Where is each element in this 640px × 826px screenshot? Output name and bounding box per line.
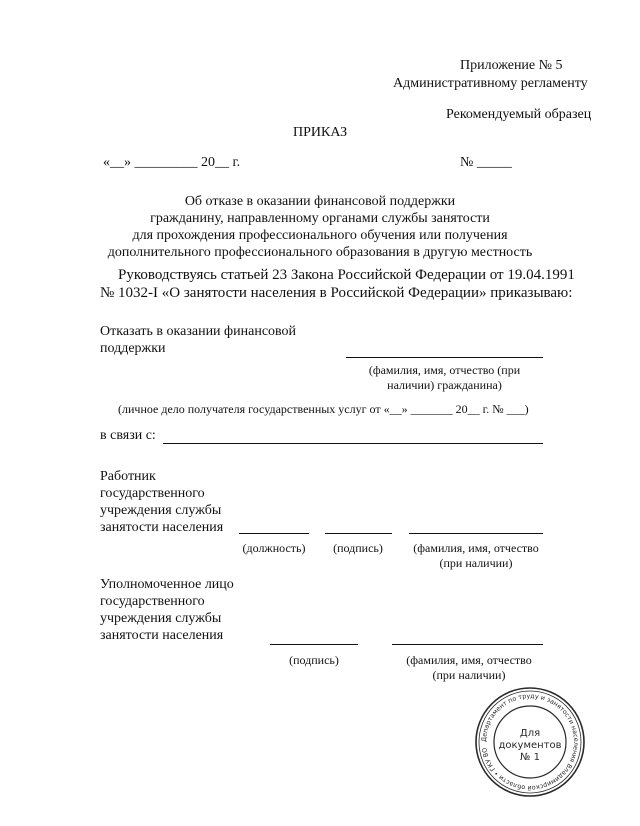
employee-caption-name-1: (фамилия, имя, отчество: [413, 541, 539, 555]
authorized-caption-name-1: (фамилия, имя, отчество: [406, 653, 532, 667]
authorized-caption-name-2: (при наличии): [432, 668, 506, 682]
subject-line-4: дополнительного профессионального образования в другую местность: [107, 245, 533, 260]
case-file-line: (личное дело получателя государственных услуг от «__» _______ 20__ г. № ___): [118, 402, 529, 416]
stamp-seal-icon: [474, 686, 586, 798]
official-stamp: [474, 686, 586, 798]
authorized-line-1: Уполномоченное лицо: [100, 577, 234, 592]
employee-position-line: [239, 533, 309, 534]
authorized-signature-line: [270, 644, 358, 645]
stamp-ring-text: Департамент по труду и занятости населения Владимирской области • ГКУ ВО: [479, 691, 581, 793]
sample-label: Рекомендуемый образец: [446, 107, 592, 122]
authorized-caption-signature: (подпись): [289, 653, 339, 667]
reason-line: [163, 443, 543, 444]
order-title: ПРИКАЗ: [293, 125, 348, 140]
preamble-line-1: Руководствуясь статьей 23 Закона Российской Федерации от 19.04.1991: [118, 267, 575, 283]
order-number: № _____: [460, 155, 512, 170]
employee-line-3: учреждения службы: [100, 503, 222, 518]
stamp-line-1: Для: [519, 728, 541, 739]
appendix-line-2: Административному регламенту: [393, 76, 588, 91]
citizen-caption-1: (фамилия, имя, отчество (при: [368, 363, 521, 377]
employee-line-4: занятости населения: [100, 520, 224, 535]
citizen-name-line: [346, 357, 543, 358]
authorized-line-2: государственного: [100, 594, 205, 609]
authorized-line-4: занятости населения: [100, 628, 224, 643]
subject-line-3: для прохождения профессионального обучения или получения: [132, 228, 508, 243]
refusal-line-1: Отказать в оказании финансовой: [100, 324, 297, 339]
subject-line-1: Об отказе в оказании финансовой поддержки: [184, 194, 456, 209]
appendix-line-1: Приложение № 5: [460, 58, 563, 73]
employee-line-2: государственного: [100, 486, 205, 501]
employee-line-1: Работник: [100, 469, 156, 484]
authorized-name-line: [392, 644, 543, 645]
employee-caption-position: (должность): [242, 541, 306, 555]
subject-line-2: гражданину, направленному органами службы занятости: [150, 211, 490, 226]
employee-signature-line: [325, 533, 392, 534]
reason-label: в связи с:: [100, 428, 156, 443]
preamble-line-2: № 1032-I «О занятости населения в Российской Федерации» приказываю:: [100, 285, 573, 301]
employee-caption-name-2: (при наличии): [439, 556, 513, 570]
authorized-line-3: учреждения службы: [100, 611, 222, 626]
stamp-line-3: № 1: [520, 752, 540, 763]
stamp-line-2: документов: [498, 740, 562, 751]
refusal-line-2: поддержки: [100, 341, 166, 356]
employee-name-line: [409, 533, 543, 534]
order-date: «__» _________ 20__ г.: [103, 155, 241, 170]
employee-caption-signature: (подпись): [333, 541, 383, 555]
citizen-caption-2: наличии) гражданина): [387, 378, 502, 392]
